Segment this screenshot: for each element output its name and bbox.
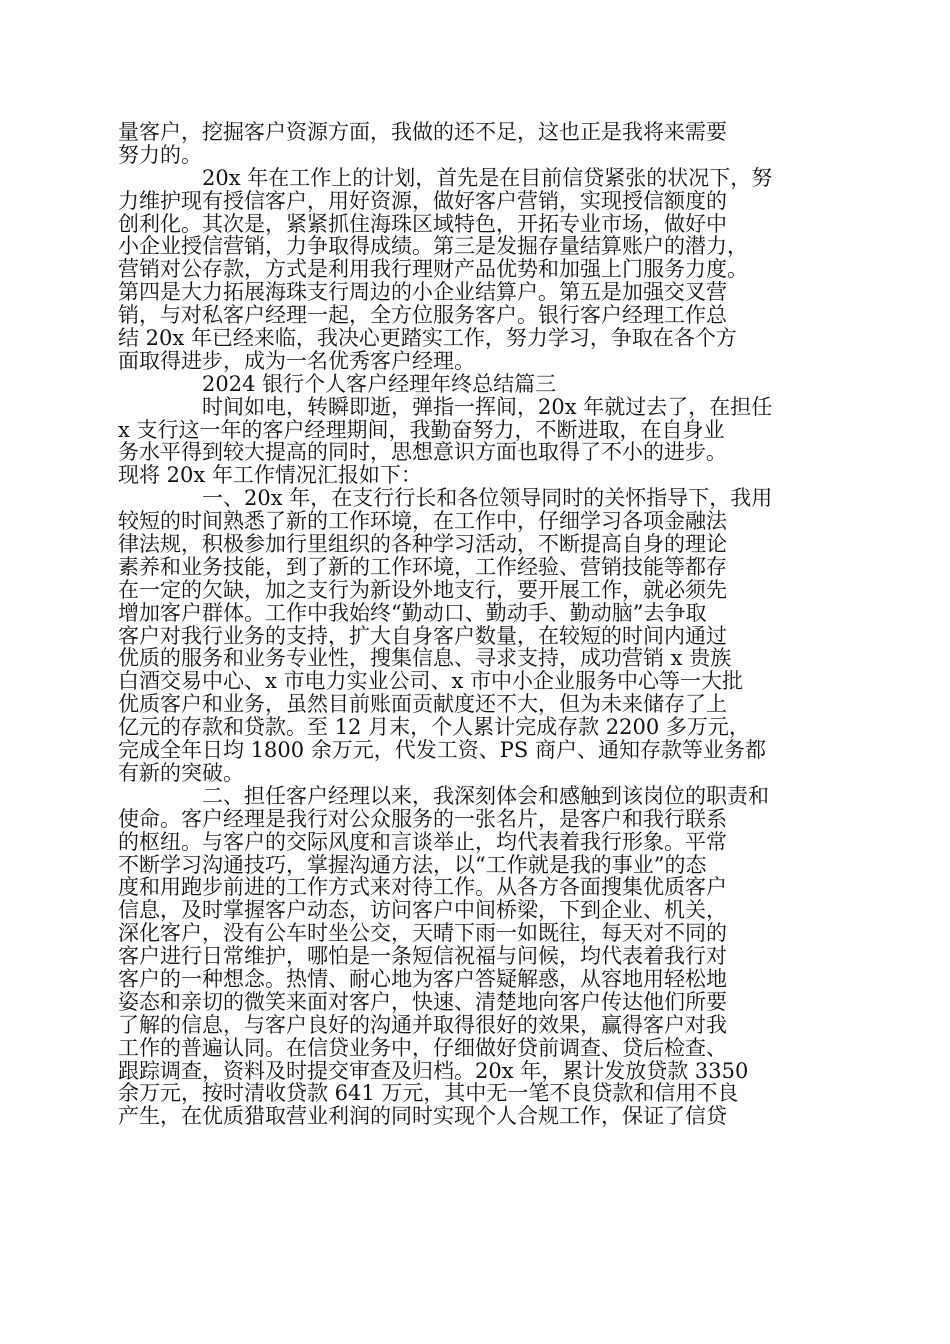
text-line: 创利化。其次是，紧紧抓住海珠区域特色，开拓专业市场，做好中 xyxy=(118,212,727,236)
text-line: 力维护现有授信客户，用好资源，做好客户营销，实现授信额度的 xyxy=(118,189,727,213)
text-line: 务水平得到较大提高的同时，思想意识方面也取得了不小的进步。 xyxy=(118,441,727,465)
text-line: 产生，在优质猎取营业利润的同时实现个人合规工作，保证了信贷 xyxy=(118,1105,727,1129)
text-line: 客户对我行业务的支持，扩大自身客户数量，在较短的时间内通过 xyxy=(118,624,727,648)
text-line: 现将 20x 年工作情况汇报如下： xyxy=(118,464,422,488)
paragraph-start-line: 20x 年在工作上的计划，首先是在目前信贷紧张的状况下，努 xyxy=(202,166,773,190)
text-line: 较短的时间熟悉了新的工作环境，在工作中，仔细学习各项金融法 xyxy=(118,510,727,534)
text-line: 的枢纽。与客户的交际风度和言谈举止，均代表着我行形象。平常 xyxy=(118,830,727,854)
text-line: 跟踪调查，资料及时提交审查及归档。20x 年，累计发放贷款 3350 xyxy=(118,1059,749,1083)
text-line: 第四是大力拓展海珠支行周边的小企业结算户。第五是加强交叉营 xyxy=(118,281,727,305)
paragraph-start-line: 时间如电，转瞬即逝，弹指一挥间，20x 年就过去了，在担任 xyxy=(202,395,773,419)
text-line: 亿元的存款和贷款。至 12 月末，个人累计完成存款 2200 多万元， xyxy=(118,716,750,740)
text-line: 律法规，积极参加行里组织的各种学习活动，不断提高自身的理论 xyxy=(118,533,727,556)
text-line: 度和用跑步前进的工作方式来对待工作。从各方各面搜集优质客户 xyxy=(118,876,727,900)
text-line: 有新的突破。 xyxy=(118,761,244,785)
text-line: 营销对公存款，方式是利用我行理财产品优势和加强上门服务力度。 xyxy=(118,258,748,282)
text-line: 深化客户，没有公车时坐公交，天晴下雨一如既往，每天对不同的 xyxy=(118,922,727,946)
text-line: 优质客户和业务，虽然目前账面贡献度还不大，但为未来储存了上 xyxy=(118,693,727,717)
text-line: 了解的信息，与客户良好的沟通并取得很好的效果，赢得客户对我 xyxy=(118,1013,727,1037)
text-line: 完成全年日均 1800 余万元，代发工资、PS 商户、通知存款等业务都 xyxy=(118,739,766,762)
text-line: 客户的一种想念。热情、耐心地为客户答疑解惑，从容地用轻松地 xyxy=(118,967,727,991)
text-line: 小企业授信营销，力争取得成绩。第三是发掘存量结算账户的潜力， xyxy=(118,235,748,259)
text-line: 努力的。 xyxy=(118,143,202,167)
text-line: 素养和业务技能，到了新的工作环境，工作经验、营销技能等都存 xyxy=(118,555,727,579)
text-line: 在一定的欠缺，加之支行为新设外地支行，要开展工作，就必须先 xyxy=(118,578,727,602)
text-line: 不断学习沟通技巧，掌握沟通方法，以“工作就是我的事业”的态 xyxy=(118,853,707,877)
text-line: 工作的普遍认同。在信贷业务中，仔细做好贷前调查、贷后检查、 xyxy=(118,1036,727,1060)
text-line: 销，与对私客户经理一起，全方位服务客户。银行客户经理工作总 xyxy=(118,304,727,328)
paragraph-start-line: 二、担任客户经理以来，我深刻体会和感触到该岗位的职责和 xyxy=(202,784,769,808)
text-line: 面取得进步，成为一名优秀客户经理。 xyxy=(118,349,475,373)
text-line: 余万元，按时清收贷款 641 万元，其中无一笔不良贷款和信用不良 xyxy=(118,1082,739,1106)
text-line: 使命。客户经理是我行对公众服务的一张名片，是客户和我行联系 xyxy=(118,807,727,831)
paragraph-start-line: 一、20x 年，在支行行长和各位领导同时的关怀指导下，我用 xyxy=(202,487,773,511)
text-line: 信息，及时掌握客户动态，访问客户中间桥梁，下到企业、机关， xyxy=(118,899,727,923)
section-heading: 2024 银行个人客户经理年终总结篇三 xyxy=(202,372,557,396)
text-line: 增加客户群体。工作中我始终“勤动口、勤动手、勤动脑”去争取 xyxy=(118,601,707,625)
text-line: 量客户，挖掘客户资源方面，我做的还不足，这也正是我将来需要 xyxy=(118,121,727,144)
text-line: x 支行这一年的客户经理期间，我勤奋努力，不断进取，在自身业 xyxy=(118,418,725,442)
text-line: 优质的服务和业务专业性，搜集信息、寻求支持，成功营销 x 贵族 xyxy=(118,647,732,671)
text-line: 白酒交易中心、x 市电力实业公司、x 市中小企业服务中心等一大批 xyxy=(118,670,744,694)
text-line: 姿态和亲切的微笑来面对客户，快速、清楚地向客户传达他们所要 xyxy=(118,990,727,1014)
text-line: 结 20x 年已经来临，我决心更踏实工作，努力学习，争取在各个方 xyxy=(118,327,737,350)
text-line: 客户进行日常维护，哪怕是一条短信祝福与问候，均代表着我行对 xyxy=(118,945,727,968)
body-text xyxy=(118,121,830,1128)
